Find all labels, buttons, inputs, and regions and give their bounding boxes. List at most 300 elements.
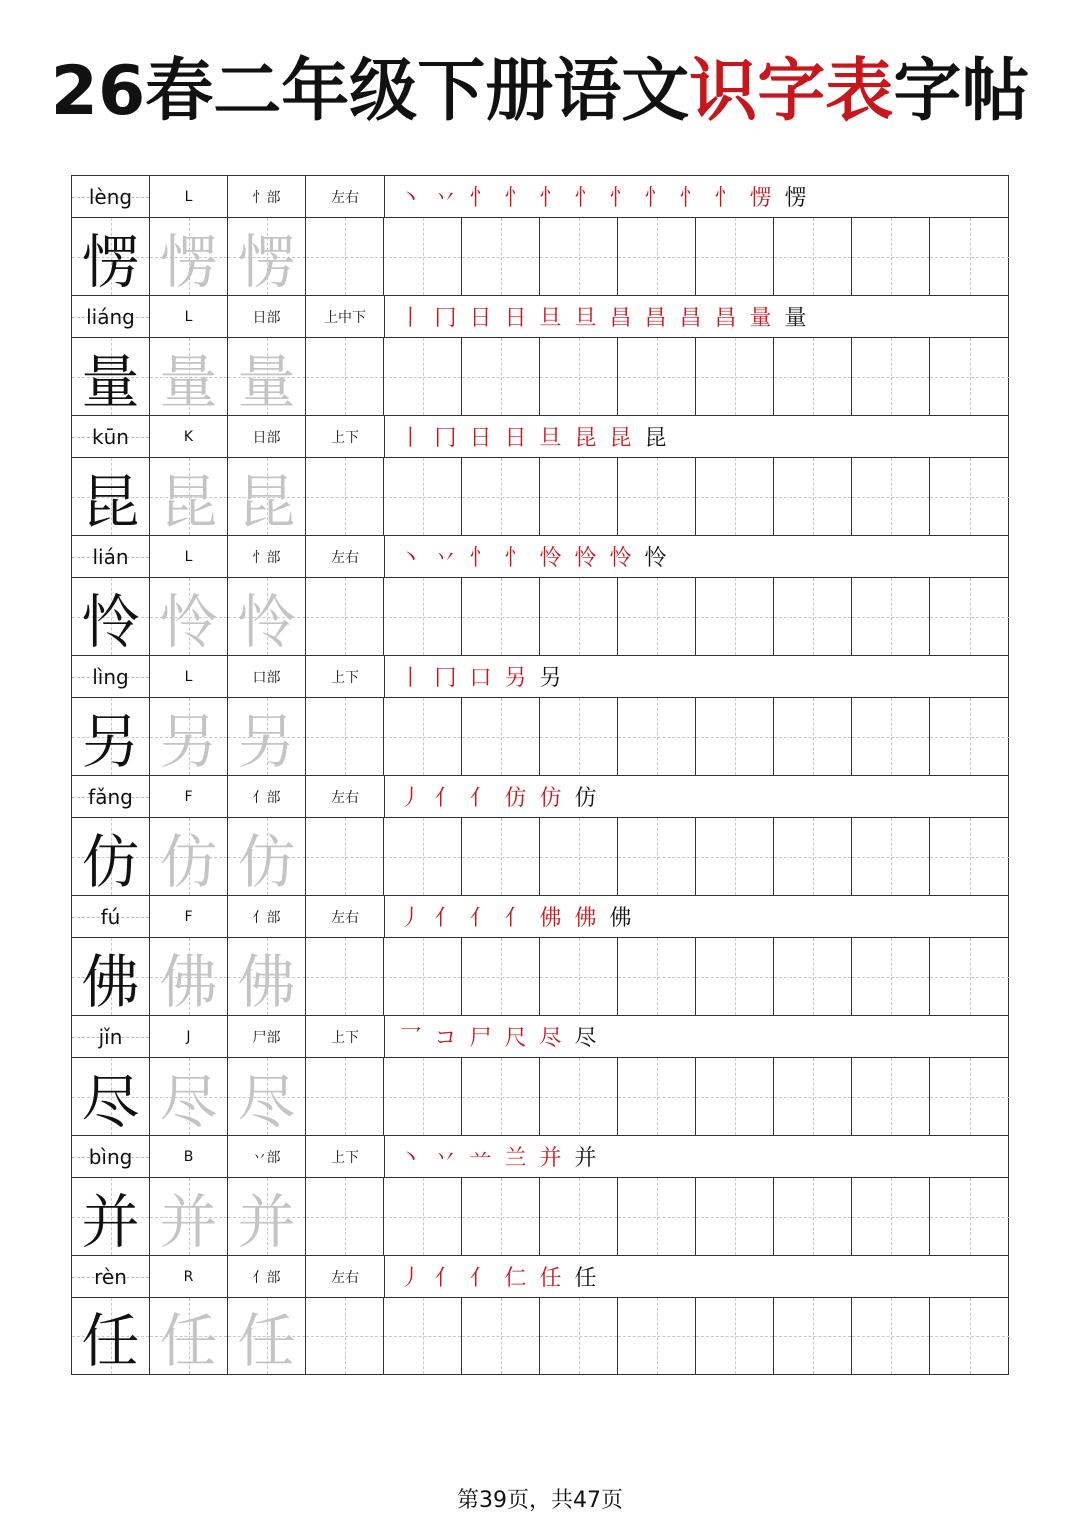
stroke-step: 仿 xyxy=(574,786,597,811)
info-row xyxy=(71,1255,1009,1297)
blank-practice-box xyxy=(774,338,852,415)
blank-practice-box xyxy=(462,1058,540,1135)
model-char-box xyxy=(72,338,150,415)
blank-practice-box xyxy=(618,1058,696,1135)
blank-practice-box xyxy=(774,1298,852,1374)
trace-char-box xyxy=(150,1298,228,1374)
blank-practice-box xyxy=(852,698,930,775)
radical-cell: 尸部 xyxy=(228,1016,306,1057)
blank-practice-box xyxy=(540,338,618,415)
stroke-step: 丷 xyxy=(434,546,457,571)
stroke-step: 佛 xyxy=(574,906,597,931)
blank-practice-box xyxy=(384,1178,462,1255)
blank-practice-box xyxy=(618,578,696,655)
blank-practice-box xyxy=(618,338,696,415)
trace-char: 怜 xyxy=(237,587,296,656)
trace-char: 另 xyxy=(159,707,218,776)
stroke-order xyxy=(385,176,1008,217)
stroke-step: 丶 xyxy=(399,186,422,211)
stroke-step: 昌 xyxy=(609,306,632,331)
pinyin-cell xyxy=(72,1136,150,1177)
stroke-step: 昆 xyxy=(644,426,667,451)
blank-practice-box xyxy=(306,578,384,655)
stroke-step: 昌 xyxy=(679,306,702,331)
info-row xyxy=(71,415,1009,457)
model-char-box xyxy=(72,938,150,1015)
stroke-step: 忄 xyxy=(644,186,667,211)
stroke-step: 另 xyxy=(504,666,527,691)
pinyin-text: kūn xyxy=(92,424,129,449)
stroke-step: 旦 xyxy=(574,306,597,331)
radical-cell: 日部 xyxy=(228,416,306,457)
trace-char: 并 xyxy=(159,1187,218,1256)
blank-practice-box xyxy=(540,938,618,1015)
title-part3: 字帖 xyxy=(893,52,1030,131)
stroke-step: 亻 xyxy=(469,906,492,931)
stroke-step: 忄 xyxy=(469,546,492,571)
trace-char-box xyxy=(150,698,228,775)
model-char: 任 xyxy=(81,1307,140,1375)
stroke-step: 丨 xyxy=(399,426,422,451)
pinyin-text: lèng xyxy=(88,184,133,209)
trace-char: 尽 xyxy=(237,1067,296,1136)
stroke-step: 量 xyxy=(749,306,772,331)
model-char-box xyxy=(72,458,150,535)
title-part2-highlight: 识字表 xyxy=(689,52,894,131)
model-char: 昆 xyxy=(81,467,140,536)
initial-cell: L xyxy=(150,536,228,577)
blank-practice-box xyxy=(384,458,462,535)
blank-practice-box xyxy=(618,218,696,295)
model-char: 怜 xyxy=(81,587,140,656)
stroke-step: 冂 xyxy=(434,426,457,451)
blank-practice-box xyxy=(384,578,462,655)
pinyin-cell xyxy=(72,176,150,217)
trace-char: 量 xyxy=(159,347,218,416)
trace-char-box xyxy=(150,1058,228,1135)
stroke-step: 佛 xyxy=(609,906,632,931)
pinyin-text: fǎng xyxy=(88,784,133,809)
stroke-step: 丶 xyxy=(399,546,422,571)
blank-practice-box xyxy=(618,458,696,535)
stroke-step: 尽 xyxy=(539,1026,562,1051)
trace-char-box xyxy=(228,1298,306,1374)
initial-cell: R xyxy=(150,1256,228,1297)
blank-practice-box xyxy=(774,938,852,1015)
stroke-step: 量 xyxy=(784,306,807,331)
blank-practice-box xyxy=(852,1298,930,1374)
stroke-step: コ xyxy=(434,1026,457,1051)
page-title xyxy=(0,52,1080,132)
writing-row xyxy=(71,697,1009,775)
title-part1: 26春二年级下册语文 xyxy=(50,52,690,131)
stroke-order xyxy=(385,1136,1008,1177)
stroke-step: 口 xyxy=(469,666,492,691)
stroke-step: 日 xyxy=(469,426,492,451)
stroke-step: 忄 xyxy=(504,546,527,571)
trace-char-box xyxy=(150,338,228,415)
stroke-step: 日 xyxy=(504,306,527,331)
trace-char: 另 xyxy=(237,707,296,776)
model-char: 并 xyxy=(81,1187,140,1256)
stroke-step: 兰 xyxy=(504,1146,527,1171)
structure-cell: 上下 xyxy=(306,1136,385,1177)
initial-cell: K xyxy=(150,416,228,457)
stroke-step: 另 xyxy=(539,666,562,691)
stroke-step: 愣 xyxy=(784,186,807,211)
blank-practice-box xyxy=(540,218,618,295)
blank-practice-box xyxy=(462,698,540,775)
stroke-step: 仿 xyxy=(539,786,562,811)
initial-cell: L xyxy=(150,656,228,697)
model-char: 佛 xyxy=(81,947,140,1016)
trace-char: 任 xyxy=(159,1307,218,1375)
blank-practice-box xyxy=(696,1178,774,1255)
stroke-step: 并 xyxy=(574,1146,597,1171)
stroke-step: 亻 xyxy=(434,786,457,811)
initial-cell: F xyxy=(150,776,228,817)
blank-practice-box xyxy=(462,938,540,1015)
pinyin-cell xyxy=(72,1256,150,1297)
page-number: 第39页，共47页 xyxy=(457,1488,623,1513)
model-char: 量 xyxy=(81,347,140,416)
stroke-step: 怜 xyxy=(644,546,667,571)
pinyin-text: lìng xyxy=(92,664,129,689)
radical-cell: 忄部 xyxy=(228,536,306,577)
blank-practice-box xyxy=(462,1178,540,1255)
blank-practice-box xyxy=(306,698,384,775)
blank-practice-box xyxy=(540,1178,618,1255)
stroke-step: 冂 xyxy=(434,306,457,331)
blank-practice-box xyxy=(930,218,1010,295)
blank-practice-box xyxy=(774,698,852,775)
blank-practice-box xyxy=(930,458,1010,535)
pinyin-cell xyxy=(72,536,150,577)
trace-char: 愣 xyxy=(237,227,296,296)
initial-cell: L xyxy=(150,176,228,217)
pinyin-text: jǐn xyxy=(98,1024,123,1049)
writing-row xyxy=(71,337,1009,415)
blank-practice-box xyxy=(306,458,384,535)
model-char-box xyxy=(72,1058,150,1135)
stroke-step: 亻 xyxy=(504,906,527,931)
blank-practice-box xyxy=(306,938,384,1015)
stroke-step: 亻 xyxy=(434,906,457,931)
stroke-order xyxy=(385,656,1008,697)
blank-practice-box xyxy=(462,818,540,895)
model-char-box xyxy=(72,1298,150,1374)
blank-practice-box xyxy=(306,1178,384,1255)
blank-practice-box xyxy=(774,1178,852,1255)
stroke-step: 尸 xyxy=(469,1026,492,1051)
trace-char-box xyxy=(150,458,228,535)
blank-practice-box xyxy=(540,1058,618,1135)
blank-practice-box xyxy=(696,698,774,775)
stroke-step: 丷 xyxy=(434,1146,457,1171)
blank-practice-box xyxy=(852,818,930,895)
blank-practice-box xyxy=(618,818,696,895)
blank-practice-box xyxy=(540,1298,618,1374)
structure-cell: 左右 xyxy=(306,776,385,817)
stroke-step: 仁 xyxy=(504,1266,527,1291)
blank-practice-box xyxy=(774,1058,852,1135)
trace-char-box xyxy=(150,818,228,895)
stroke-step: 忄 xyxy=(609,186,632,211)
structure-cell: 上中下 xyxy=(306,296,385,337)
trace-char: 仿 xyxy=(237,827,296,896)
model-char-box xyxy=(72,578,150,655)
radical-cell: 亻部 xyxy=(228,896,306,937)
blank-practice-box xyxy=(540,818,618,895)
info-row xyxy=(71,1135,1009,1177)
pinyin-cell xyxy=(72,296,150,337)
blank-practice-box xyxy=(462,578,540,655)
stroke-step: 忄 xyxy=(714,186,737,211)
blank-practice-box xyxy=(384,338,462,415)
stroke-step: 丷 xyxy=(434,186,457,211)
trace-char-box xyxy=(228,1178,306,1255)
practice-grid xyxy=(71,175,1009,1375)
stroke-step: 怜 xyxy=(539,546,562,571)
trace-char: 怜 xyxy=(159,587,218,656)
model-char-box xyxy=(72,818,150,895)
info-row xyxy=(71,775,1009,817)
stroke-step: 昌 xyxy=(714,306,737,331)
stroke-order xyxy=(385,1016,1008,1057)
blank-practice-box xyxy=(462,218,540,295)
blank-practice-box xyxy=(384,818,462,895)
blank-practice-box xyxy=(696,818,774,895)
blank-practice-box xyxy=(696,938,774,1015)
stroke-step: 昌 xyxy=(644,306,667,331)
radical-cell: 丷部 xyxy=(228,1136,306,1177)
stroke-order xyxy=(385,1256,1008,1297)
initial-cell: J xyxy=(150,1016,228,1057)
writing-row xyxy=(71,937,1009,1015)
trace-char: 任 xyxy=(237,1307,296,1375)
blank-practice-box xyxy=(696,1298,774,1374)
stroke-order xyxy=(385,296,1008,337)
blank-practice-box xyxy=(930,818,1010,895)
stroke-step: 亻 xyxy=(469,1266,492,1291)
stroke-step: 愣 xyxy=(749,186,772,211)
pinyin-text: fú xyxy=(100,904,121,929)
stroke-step: 仿 xyxy=(504,786,527,811)
writing-row xyxy=(71,817,1009,895)
blank-practice-box xyxy=(384,698,462,775)
blank-practice-box xyxy=(774,578,852,655)
blank-practice-box xyxy=(384,1058,462,1135)
pinyin-cell xyxy=(72,776,150,817)
pinyin-cell xyxy=(72,656,150,697)
stroke-step: 旦 xyxy=(539,426,562,451)
trace-char: 佛 xyxy=(237,947,296,1016)
stroke-step: 昆 xyxy=(609,426,632,451)
stroke-step: 䒑 xyxy=(469,1146,492,1171)
trace-char-box xyxy=(228,578,306,655)
stroke-step: 尺 xyxy=(504,1026,527,1051)
blank-practice-box xyxy=(306,1298,384,1374)
initial-cell: B xyxy=(150,1136,228,1177)
pinyin-text: rèn xyxy=(94,1264,127,1289)
initial-cell: F xyxy=(150,896,228,937)
radical-cell: 亻部 xyxy=(228,1256,306,1297)
stroke-step: 任 xyxy=(539,1266,562,1291)
structure-cell: 上下 xyxy=(306,656,385,697)
pinyin-text: lián xyxy=(92,544,129,569)
stroke-step: 亻 xyxy=(469,786,492,811)
model-char-box xyxy=(72,698,150,775)
blank-practice-box xyxy=(930,338,1010,415)
blank-practice-box xyxy=(384,1298,462,1374)
trace-char-box xyxy=(228,1058,306,1135)
model-char: 另 xyxy=(81,707,140,776)
stroke-order xyxy=(385,776,1008,817)
blank-practice-box xyxy=(540,698,618,775)
stroke-step: 并 xyxy=(539,1146,562,1171)
stroke-order xyxy=(385,416,1008,457)
blank-practice-box xyxy=(696,578,774,655)
blank-practice-box xyxy=(696,1058,774,1135)
stroke-step: 旦 xyxy=(539,306,562,331)
trace-char: 佛 xyxy=(159,947,218,1016)
blank-practice-box xyxy=(618,1178,696,1255)
stroke-step: 丨 xyxy=(399,666,422,691)
stroke-step: 丿 xyxy=(399,1266,422,1291)
structure-cell: 左右 xyxy=(306,1256,385,1297)
structure-cell: 上下 xyxy=(306,416,385,457)
stroke-step: 忄 xyxy=(539,186,562,211)
pinyin-cell xyxy=(72,416,150,457)
trace-char-box xyxy=(228,338,306,415)
stroke-step: 丨 xyxy=(399,306,422,331)
blank-practice-box xyxy=(462,1298,540,1374)
blank-practice-box xyxy=(306,218,384,295)
blank-practice-box xyxy=(540,458,618,535)
trace-char: 愣 xyxy=(159,227,218,296)
model-char: 愣 xyxy=(81,227,140,296)
stroke-step: 佛 xyxy=(539,906,562,931)
blank-practice-box xyxy=(462,458,540,535)
blank-practice-box xyxy=(852,1058,930,1135)
blank-practice-box xyxy=(618,938,696,1015)
blank-practice-box xyxy=(852,218,930,295)
info-row xyxy=(71,175,1009,217)
model-char-box xyxy=(72,1178,150,1255)
stroke-step: 忄 xyxy=(679,186,702,211)
radical-cell: 忄部 xyxy=(228,176,306,217)
writing-row xyxy=(71,1057,1009,1135)
stroke-step: 丶 xyxy=(399,1146,422,1171)
trace-char-box xyxy=(150,1178,228,1255)
model-char: 尽 xyxy=(81,1067,140,1136)
stroke-step: 丿 xyxy=(399,786,422,811)
pinyin-text: bìng xyxy=(88,1144,133,1169)
blank-practice-box xyxy=(930,578,1010,655)
trace-char: 仿 xyxy=(159,827,218,896)
stroke-step: 忄 xyxy=(574,186,597,211)
blank-practice-box xyxy=(930,1058,1010,1135)
pinyin-text: liáng xyxy=(86,304,135,329)
structure-cell: 左右 xyxy=(306,536,385,577)
trace-char-box xyxy=(150,938,228,1015)
blank-practice-box xyxy=(618,698,696,775)
stroke-step: 乛 xyxy=(399,1026,422,1051)
blank-practice-box xyxy=(930,938,1010,1015)
pinyin-cell xyxy=(72,896,150,937)
blank-practice-box xyxy=(852,578,930,655)
stroke-step: 昆 xyxy=(574,426,597,451)
stroke-step: 忄 xyxy=(469,186,492,211)
stroke-order xyxy=(385,896,1008,937)
trace-char-box xyxy=(228,458,306,535)
blank-practice-box xyxy=(384,218,462,295)
trace-char: 量 xyxy=(237,347,296,416)
trace-char: 尽 xyxy=(159,1067,218,1136)
blank-practice-box xyxy=(852,338,930,415)
trace-char: 并 xyxy=(237,1187,296,1256)
stroke-step: 丿 xyxy=(399,906,422,931)
writing-row xyxy=(71,1297,1009,1375)
trace-char-box xyxy=(150,578,228,655)
blank-practice-box xyxy=(306,338,384,415)
stroke-step: 怜 xyxy=(574,546,597,571)
stroke-step: 冂 xyxy=(434,666,457,691)
stroke-step: 日 xyxy=(469,306,492,331)
structure-cell: 左右 xyxy=(306,896,385,937)
radical-cell: 亻部 xyxy=(228,776,306,817)
trace-char: 昆 xyxy=(237,467,296,536)
blank-practice-box xyxy=(852,938,930,1015)
blank-practice-box xyxy=(306,1058,384,1135)
blank-practice-box xyxy=(540,578,618,655)
info-row xyxy=(71,655,1009,697)
trace-char-box xyxy=(228,818,306,895)
blank-practice-box xyxy=(774,818,852,895)
info-row xyxy=(71,895,1009,937)
radical-cell: 口部 xyxy=(228,656,306,697)
stroke-step: 怜 xyxy=(609,546,632,571)
blank-practice-box xyxy=(852,458,930,535)
writing-row xyxy=(71,457,1009,535)
stroke-step: 任 xyxy=(574,1266,597,1291)
blank-practice-box xyxy=(696,338,774,415)
stroke-step: 亻 xyxy=(434,1266,457,1291)
stroke-step: 尽 xyxy=(574,1026,597,1051)
blank-practice-box xyxy=(774,218,852,295)
info-row xyxy=(71,1015,1009,1057)
structure-cell: 上下 xyxy=(306,1016,385,1057)
stroke-step: 日 xyxy=(504,426,527,451)
blank-practice-box xyxy=(930,1178,1010,1255)
blank-practice-box xyxy=(696,458,774,535)
trace-char-box xyxy=(228,938,306,1015)
pinyin-cell xyxy=(72,1016,150,1057)
writing-row xyxy=(71,217,1009,295)
blank-practice-box xyxy=(618,1298,696,1374)
trace-char-box xyxy=(150,218,228,295)
model-char: 仿 xyxy=(81,827,140,896)
structure-cell: 左右 xyxy=(306,176,385,217)
stroke-step: 忄 xyxy=(504,186,527,211)
writing-row xyxy=(71,577,1009,655)
trace-char-box xyxy=(228,698,306,775)
blank-practice-box xyxy=(852,1178,930,1255)
model-char-box xyxy=(72,218,150,295)
info-row xyxy=(71,295,1009,337)
trace-char: 昆 xyxy=(159,467,218,536)
blank-practice-box xyxy=(696,218,774,295)
